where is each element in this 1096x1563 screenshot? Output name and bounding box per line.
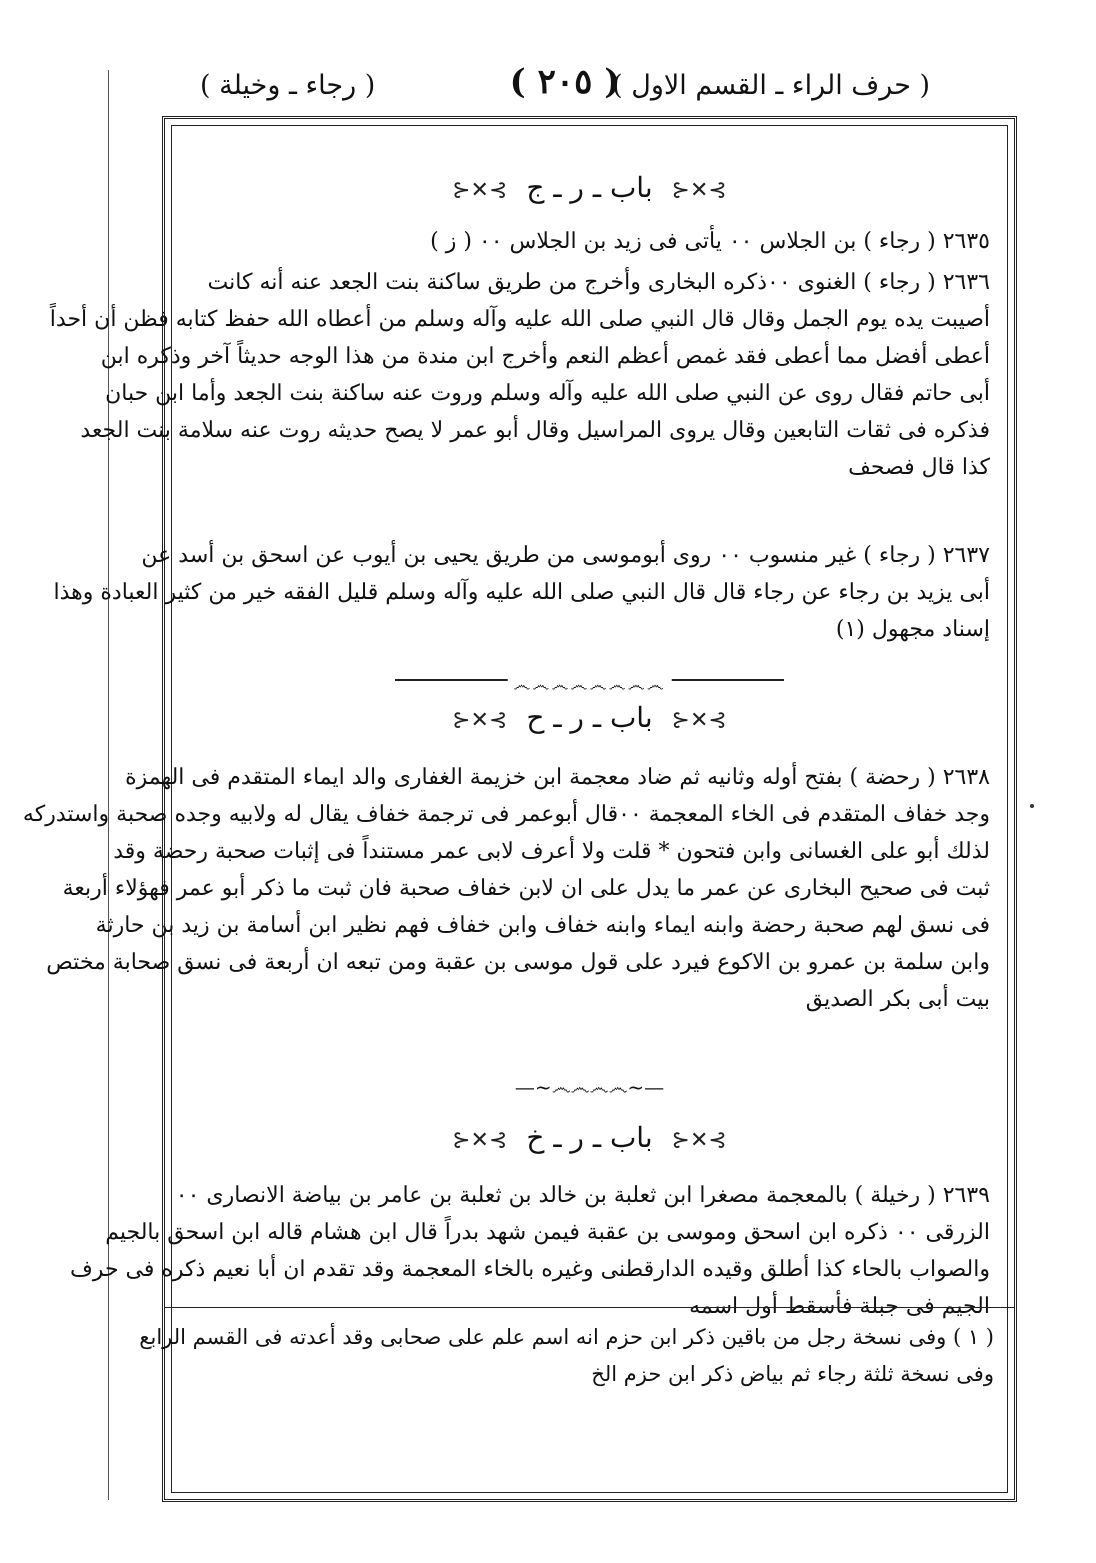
entry-line: بيت أبى بكر الصديق [805, 987, 990, 1012]
section-heading-rah [165, 699, 1014, 739]
ornament-icon: ⊱✕⊰ [452, 1128, 508, 1153]
ornament-icon: ⊱✕⊰ [452, 178, 508, 203]
page-number: ( ٢٠٥ ) [509, 62, 621, 102]
entry-2635 [189, 223, 990, 260]
section-heading-raj [165, 169, 1014, 209]
entry-2636 [49, 264, 990, 486]
footnote-line: ( ١ ) وفى نسخة رجل من باقين ذكر ابن حزم انه اسم علم على صحابى وقد أعدته فى القسم الرابع [139, 1325, 994, 1349]
entry-line: الجيم فى جبلة فأسقط أول اسمه [689, 1294, 990, 1319]
speck [1030, 804, 1034, 808]
knot-ornament-icon: ෴෴෴෴෴෴෴෴ [507, 667, 672, 704]
entry-line: والصواب بالحاء كذا أطلق وقيده الدارقطنى وغيره بالخاء المعجمة وقد تقدم ان أبا نعيم ذكره فى حرف [70, 1257, 990, 1282]
entry-2637 [53, 537, 990, 648]
entry-2638 [22, 759, 990, 1018]
entry-line: الزرقى ٠٠ ذكره ابن اسحق وموسى بن عقبة فيمن شهد بدراً قال ابن هشام قاله ابن اسحق بالجيم [105, 1220, 990, 1245]
footnote-line: وفى نسخة ثلثة رجاء ثم بياض ذكر ابن حزم الخ [591, 1362, 994, 1386]
footnote-rule [165, 1307, 1014, 1308]
entry-line: وابن سلمة بن عمرو بن الاكوع فيرد على قول موسى بن عقبة ومن تبعه ان أربعة فى نسق صحابة مختص [46, 950, 990, 975]
section-title: باب ـ ر ـ ج [526, 171, 653, 204]
entry-line: ٢٦٣٨ ( رحضة ) بفتح أوله وثانيه ثم ضاد معجمة ابن خزيمة الغفارى والد ايماء المتقدم فى الهمزة [125, 765, 990, 790]
footnote [139, 1319, 994, 1393]
entry-line: ٢٦٣٧ ( رجاء ) غير منسوب ٠٠ روى أبوموسى من طريق يحيى بن أيوب عن اسحق بن أسد عن [141, 543, 990, 568]
section-title: باب ـ ر ـ خ [526, 1121, 653, 1154]
page-header [200, 62, 930, 112]
flourish-ornament-icon: —~෴෴෴෴~— [514, 1075, 665, 1099]
section-divider [395, 675, 784, 696]
entry-line: لذلك أبو على الغسانى وابن فتحون * قلت ولا أعرف لابى عمر مستنداً فى إثبات صحبة رحضة وقد [113, 839, 990, 864]
section-heading-rakh [165, 1119, 1014, 1159]
ornament-icon: ⊱✕⊰ [671, 1128, 727, 1153]
page-content [22, 119, 1014, 1499]
ornament-icon: ⊱✕⊰ [671, 708, 727, 733]
entry-line: ٢٦٣٩ ( رخيلة ) بالمعجمة مصغرا ابن ثعلبة بن خالد بن ثعلبة بن عامر بن بياضة الانصارى ٠٠ [175, 1183, 990, 1208]
entry-line: كذا قال فصحف [848, 455, 990, 480]
entry-line: ٢٦٣٦ ( رجاء ) الغنوى ٠٠ذكره البخارى وأخرج من طريق ساكنة بنت الجعد عنه أنه كانت [207, 270, 990, 295]
entry-line: فى نسق لهم صحبة رحضة وابنه ايماء وابنه خفاف وابن خفاف فهم نظير ابن أسامة بن زيد بن حارثة [95, 913, 990, 938]
header-chapter: ( حرف الراء ـ القسم الاول ) [612, 70, 930, 101]
entry-line: أعطى أفضل مما أعطى فقد غمص أعظم النعم وأخرج ابن مندة من هذا الوجه حديثاً آخر وذكره ابن [100, 344, 990, 369]
entry-2639 [70, 1177, 990, 1325]
flourish-divider [165, 1069, 1014, 1106]
entry-line: ٢٦٣٥ ( رجاء ) بن الجلاس ٠٠ يأتى فى زيد بن الجلاس ٠٠ ( ز ) [430, 229, 990, 254]
entry-line: أبى يزيد بن رجاء عن رجاء قال قال النبي صلى الله عليه وآله وسلم قليل الفقه خير من كثير العبادة وهذا [53, 580, 990, 605]
ornament-icon: ⊱✕⊰ [671, 178, 727, 203]
page-frame [22, 116, 1017, 1502]
ornament-icon: ⊱✕⊰ [452, 708, 508, 733]
entry-line: وجد خفاف المتقدم فى الخاء المعجمة ٠٠قال أبوعمر فى ترجمة خفاف يقال له ولابيه وجده صحبة واستدركه [22, 802, 990, 827]
entry-line: فذكره فى ثقات التابعين وقال يروى المراسيل وقال أبو عمر لا يصح حديثه روت عنه سلامة بنت الجعد [80, 418, 990, 443]
section-title: باب ـ ر ـ ح [526, 701, 653, 734]
entry-line: ثبت فى صحيح البخارى عن عمر ما يدل على ان لابن خفاف صحبة فان ثبت ما ذكر أبو عمر فهؤلاء أربعة [62, 876, 990, 901]
entry-line: أصيبت يده يوم الجمل وقال قال النبي صلى الله عليه وآله وسلم من أعطاه الله حفظ كتابه فظن أن أحداً [49, 307, 990, 332]
entry-line: إسناد مجهول (١) [835, 617, 990, 642]
entry-line: أبى حاتم فقال روى عن النبي صلى الله عليه وآله وسلم وروت عنه ساكنة بنت الجعد وأما ابن حبان [105, 381, 990, 406]
header-entries-range: ( رجاء ـ وخيلة ) [200, 70, 376, 101]
